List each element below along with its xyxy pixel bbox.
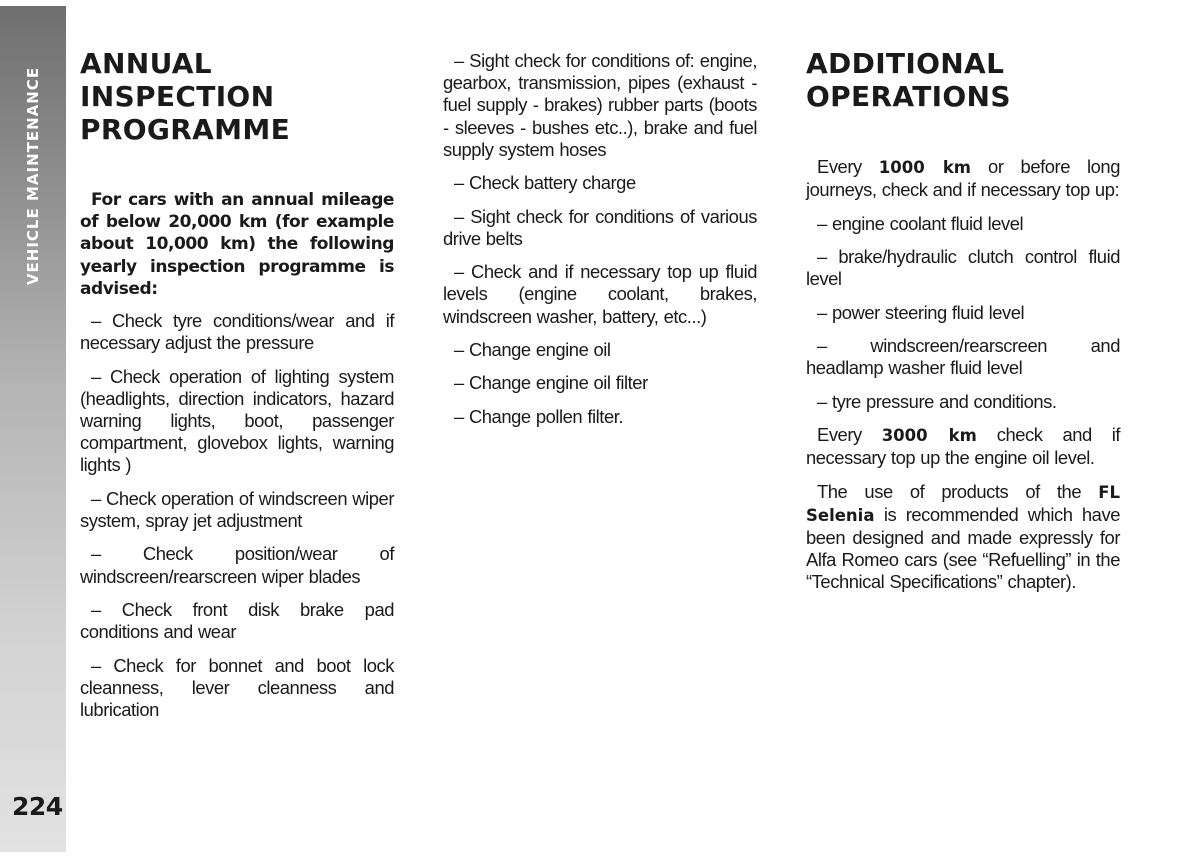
right-column [806,48,1120,605]
list-item: – Check battery charge [454,172,636,194]
list-item: – Change pollen filter. [454,405,624,427]
list-item: – Check position/wear of windscreen/rearscreen wiper blades [80,543,394,587]
side-tab [0,6,66,852]
list-item: – Change engine oil [454,338,611,360]
list-item: – Sight check for conditions of: engine, gearbox, transmission, pipes (exhaust - fuel supply - brakes) rubber parts (boots - sleeves - bushes etc..), brake and fuel supply system hoses [443,50,757,160]
list-item: – Check operation of lighting system (headlights, direction indicators, hazard warning lights, boot, passenger compartment, glovebox lights, warning lights ) [80,365,394,476]
list-item: – Sight check for conditions of various drive belts [443,205,757,249]
list-item: – Check front disk brake pad conditions and wear [80,599,394,643]
list-item: – Check tyre conditions/wear and if necessary adjust the pressure [80,310,394,354]
left-column [80,48,394,732]
list-item: – Check and if necessary top up fluid levels (engine coolant, brakes, windscreen washer, battery, etc...) [443,261,757,327]
intro-paragraph: For cars with an annual mileage of below 20,000 km (for example about 10,000 km) the following yearly inspection programme is advised: [80,190,394,299]
title-line-1: ADDITIONAL [806,48,1005,80]
page-number: 224 [12,792,63,821]
title-line-2: PROGRAMME [80,114,291,146]
list-item: – tyre pressure and conditions. [817,390,1057,412]
list-item: – power steering fluid level [817,301,1025,323]
list-item: – Check for bonnet and boot lock cleanness, lever cleanness and lubrication [80,654,394,720]
fl-selenia-paragraph: The use of products of the FL Selenia is recommended which have been designed and made expressly for Alfa Romeo cars (see “Refuelling” in the “Technical Specifications” chapter). [806,480,1120,593]
mileage-paragraph-1000: Every 1000 km or before long journeys, check and if necessary top up: [806,156,1120,201]
annual-inspection-title [80,48,400,147]
title-line-2: OPERATIONS [806,81,1011,113]
fl-selenia-brand: FL Selenia [806,482,1120,525]
section-label: VEHICLE MAINTENANCE [24,66,42,286]
additional-operations-title [806,48,1126,114]
mileage-1000-km: 1000 km [878,158,972,177]
list-item: – engine coolant fluid level [817,212,1024,234]
list-item: – Check operation of windscreen wiper system, spray jet adjustment [80,487,394,532]
mileage-paragraph-3000: Every 3000 km check and if necessary top up the engine oil level. [806,423,1120,469]
mileage-3000-km: 3000 km [881,425,977,445]
middle-column [443,50,757,439]
list-item: – windscreen/rearscreen and headlamp washer fluid level [806,334,1120,379]
title-line-1: ANNUAL INSPECTION [80,48,275,113]
list-item: – brake/hydraulic clutch control fluid level [806,245,1120,290]
list-item: – Change engine oil filter [454,372,648,394]
